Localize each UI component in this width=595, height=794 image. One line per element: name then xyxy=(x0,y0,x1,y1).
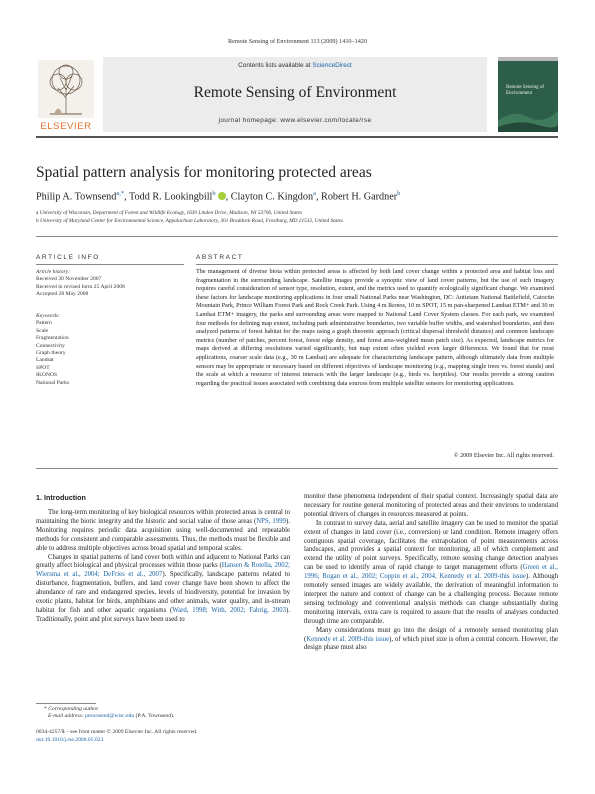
paragraph xyxy=(304,520,558,627)
text-run: Changes in spatial patterns of land cover both within and adjacent to National Parks can greatly affect biological and physical processes within those parks ( xyxy=(36,553,290,570)
affiliation: a University of Wisconsin, Department of Forest and Wildlife Ecology, 1630 Linden Drive, Madison, WI 53706, United States xyxy=(36,210,303,216)
author-affil-marker[interactable]: a,* xyxy=(116,190,125,197)
text-run: ). Although remotely sensed images are widely available, the derivation of meaningful information to interpret the nature and context of change can be a challenging process. Because remote sensing technology and conventional analysis methods can change substantially during monitoring intervals, extra care is required to assure that the results of analyses conducted through time are comparable. xyxy=(304,573,559,625)
text-run: ), of which pixel size is often a central concern. However, the design phase must also xyxy=(304,635,558,652)
doi-link[interactable]: doi:10.1016/j.rse.2008.05.023 xyxy=(36,737,104,743)
article-info-heading: ARTICLE INFO xyxy=(36,254,100,261)
keyword: Fragmentation xyxy=(36,335,69,342)
text-run: Many considerations must go into the design of a remotely sensed monitoring plan ( xyxy=(304,626,558,643)
keyword: Connectivity xyxy=(36,342,65,349)
history-item: Accepted 28 May 2008 xyxy=(36,291,89,298)
article-title: Spatial pattern analysis for monitoring protected areas xyxy=(36,164,372,181)
issn-line: 0034-4257/$ – see front matter © 2009 Elsevier Inc. All rights reserved. xyxy=(36,729,198,735)
citation-link[interactable]: Green et al., 1996; Rogan et al., 2002; Coppin et al., 2004, Kennedy et al. 2009-this issue xyxy=(304,564,558,581)
text-run: monitor these phenomena independent of their spatial context. Increasingly spatial data are necessary for routine general monitoring of protected areas and their environs to understand potential drivers of changes in resources measured at points. xyxy=(304,493,558,518)
author-list: Philip A. Townsend$^{a,*}$, Todd R. Lookingbill$^b$ , Clayton C. Kingdon$^a$, Robert H. Gardner$^b$ xyxy=(36,190,401,203)
header-rule xyxy=(36,136,558,138)
doi-line xyxy=(36,737,103,744)
keyword: IKONOS xyxy=(36,372,58,379)
running-header: Remote Sensing of Environment 113 (2009) 1410–1420 xyxy=(228,38,367,45)
history-item: Received in revised form 25 April 2008 xyxy=(36,283,125,290)
footnote-email: E-mail address: ptownsend@wisc.edu (P.A. Townsend). xyxy=(48,713,175,719)
history-label: Article history: xyxy=(36,269,71,275)
cover-image xyxy=(498,101,558,132)
history-item: Received 30 November 2007 xyxy=(36,276,102,283)
author-name: Clayton C. Kingdon xyxy=(230,191,314,203)
footnote-corresponding: * Corresponding author. xyxy=(44,706,99,712)
author-name: Todd R. Lookingbill xyxy=(129,191,213,203)
body-column-left xyxy=(36,509,290,625)
text-run: ). Monitoring requires periodic data acquisition using well-documented and repeatable methods for consistent and comparable assessments. Thus, the methods must be flexible and able to address multiple objectives across broad spatial and temporal scales. xyxy=(36,517,290,552)
email-link[interactable]: ptownsend@wisc.edu xyxy=(85,713,135,719)
crossmark-orcid-icon xyxy=(218,192,226,200)
abstract-heading: ABSTRACT xyxy=(196,254,244,261)
contents-line xyxy=(103,62,487,69)
elsevier-logo-word: ELSEVIER xyxy=(40,121,92,132)
text-run: In contrast to survey data, aerial and satellite imagery can be used to monitor the spatial extent of changes in land cover (i.e., conversion) or land condition. Remote imagery offers contiguous spatial coverage, facilitates the extrapolation of point measurements across landscapes, and provides a spatial context for monitoring, all of which complement and extend the utility of point surveys. Specifically, remote sensing change detection analyses can be used to identify areas of rapid change to target management efforts ( xyxy=(304,519,558,572)
body-rule xyxy=(36,468,558,469)
keyword: Pattern xyxy=(36,320,52,327)
abstract-copyright: © 2009 Elsevier Inc. All rights reserved. xyxy=(453,452,554,459)
citation-link[interactable]: NPS, 1999 xyxy=(256,517,287,525)
abstract-rule xyxy=(196,264,558,265)
keyword: SPOT xyxy=(36,364,50,371)
paragraph xyxy=(36,509,290,554)
footnote-rule xyxy=(36,703,96,704)
author-affil-marker[interactable]: b xyxy=(397,190,401,197)
author-name: Philip A. Townsend xyxy=(36,191,117,203)
cover-title: Remote Sensing of Environment xyxy=(506,85,545,96)
author-affil-marker[interactable]: a xyxy=(313,190,316,197)
author-affil-marker[interactable]: b xyxy=(212,190,216,197)
abstract-text: The management of diverse biota within protected areas is affected by both land cover change within a protected area and habitat loss and fragmentation in the surrounding landscape. Satellite images provide a synoptic view of land cover patterns, but the use of such imagery requires careful consideration of sensor type, resolution, extent, and the metrics used to quantify ecologically significant change. We examined these factors for landscape monitoring applications in four small National Parks near Washington, DC: Antietam National Battlefield, Catoctin Mountain Park, Prince William Forest Park and Rock Creek Park. Using 4 m Ikonos, 10 m SPOT, 15 m pan-sharpened Landsat ETM+ and 30 m Landsat ETM+ imagery, the parks and surrounding areas were mapped to National Land Cover System classes. For each park, we examined four methods for defining map extent, including park administrative boundaries, two variable buffer widths, and watershed boundaries, and then analyzed patterns of forest habitat for the maps using a graph theoretic approach (critical dispersal threshold distance) and common landscape metrics (number of patches, percent forest, forest edge density, and forest area-weighted mean patch size). As expected, landscape metrics for maps derived at differing resolutions varied significantly, but map extent often yielded even larger differences. We found that for most applications, coarser scale data (e.g., 30 m Landsat) are adequate for characterizing landscape pattern, although ultimately data from multiple sensors may be appropriate or necessary based on different objectives of landscape monitoring (e.g., mapping single trees vs. forest stands) and the scale at which a resource of interest interacts with the larger landscape (e.g., birds vs. herptiles). Our results provide a strong caution regarding the practical issues associated with combining data sources from multiple satellite sensors for monitoring applications. xyxy=(196,268,554,387)
keyword: Landsat xyxy=(36,357,54,364)
article-history xyxy=(36,269,125,299)
citation-link[interactable]: Kennedy et al. 2009-this issue xyxy=(306,635,390,643)
text-run: ). Specifically, landscape patterns related to disturbance, fragmentation, buffers, and land cover change have been shown to affect the abundance of rare and endangered species, levels of biodiversity, potential for invasion by exotic plants, habitat for birds, amphibians and other animals, water quality, and in-stream habitat for fish and other aquatic organisms ( xyxy=(36,571,291,614)
text-run: ). Traditionally, point and plot surveys have been used to xyxy=(36,606,290,623)
paragraph xyxy=(304,627,558,654)
keyword: Scale xyxy=(36,327,49,334)
contents-prefix: Contents lists available at xyxy=(238,62,313,69)
body-column-right xyxy=(304,493,558,653)
journal-homepage xyxy=(103,117,487,124)
keyword: Graph theory xyxy=(36,350,66,357)
affiliation: b University of Maryland Center for Environmental Science, Appalachian Laboratory, 301 Braddock Road, Frostburg, MD 21532, United States xyxy=(36,218,344,224)
article-info-rule xyxy=(36,264,184,265)
citation-link[interactable]: Hansen & Rotella, 2002; Wiersma et al., 2004; DeFries et al., 2007 xyxy=(36,562,290,579)
author-name: Robert H. Gardner xyxy=(321,191,398,203)
journal-cover-thumbnail xyxy=(498,57,558,132)
paragraph xyxy=(304,493,558,520)
section-rule xyxy=(36,236,558,237)
homepage-prefix: journal homepage: xyxy=(218,117,281,124)
journal-title: Remote Sensing of Environment xyxy=(193,84,397,101)
elsevier-tree-logo xyxy=(36,58,96,130)
keywords-block xyxy=(36,313,69,387)
paragraph xyxy=(36,554,290,625)
citation-link[interactable]: Ward, 1998; With, 2002; Fabrig, 2003 xyxy=(172,606,287,614)
section-heading-introduction: 1. Introduction xyxy=(36,493,86,502)
keywords-label: Keywords: xyxy=(36,313,61,319)
homepage-url[interactable]: www.elsevier.com/locate/rse xyxy=(280,117,372,124)
cover-band xyxy=(498,57,558,61)
sciencedirect-link[interactable]: ScienceDirect xyxy=(312,62,352,69)
text-run: The long-term monitoring of key biological resources within protected areas is central to maintaining the biotic integrity and the historic and social value of those areas ( xyxy=(36,509,290,525)
keyword: National Parks xyxy=(36,379,70,386)
